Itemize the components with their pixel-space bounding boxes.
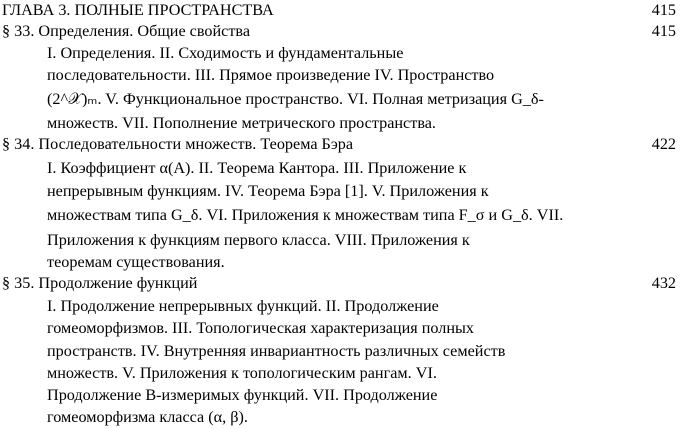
section-34-text-4: Приложения к функциям первого класса. VIII. Приложения к bbox=[47, 231, 470, 249]
section-35-text-3: пространств. IV. Внутренняя инвариантность различных семейств bbox=[47, 342, 506, 360]
section-34-page-number: 422 bbox=[651, 135, 676, 153]
section-35-text-4: множеств. V. Приложения к топологическим рангам. VI. bbox=[47, 364, 437, 382]
section-35-text-5: Продолжение B-измеримых функций. VII. Продолжение bbox=[47, 386, 438, 404]
section-35-text-2: гомеоморфизмов. III. Топологическая характеризация полных bbox=[47, 319, 474, 337]
section-33-text-3: (2^𝒳)ₘ. V. Функциональное пространство. VI. Полная метризация G_δ- bbox=[47, 90, 544, 108]
section-35-text-6: гомеоморфизма класса (α, β). bbox=[47, 408, 248, 426]
section-34-text-2: непрерывным функциям. IV. Теорема Бэра [1]. V. Приложения к bbox=[47, 182, 489, 200]
section-34-heading: § 34. Последовательности множеств. Теорема Бэра bbox=[2, 135, 354, 153]
section-34-text-1: I. Коэффициент α(A). II. Теорема Кантора. III. Приложение к bbox=[47, 159, 467, 177]
section-33-heading: § 33. Определения. Общие свойства bbox=[2, 22, 251, 40]
chapter-page-number: 415 bbox=[651, 1, 676, 19]
section-33-text-1: I. Определения. II. Сходимость и фундаментальные bbox=[47, 44, 404, 62]
section-35-page-number: 432 bbox=[651, 274, 676, 292]
section-35-heading: § 35. Продолжение функций bbox=[2, 274, 198, 292]
section-35-text-1: I. Продолжение непрерывных функций. II. Продолжение bbox=[47, 297, 439, 315]
section-33-text-4: множеств. VII. Пополнение метрического пространства. bbox=[47, 114, 436, 132]
section-34-text-3: множествам типа G_δ. VI. Приложения к множествам типа F_σ и G_δ. VII. bbox=[47, 206, 564, 224]
section-33-text-2: последовательности. III. Прямое произведение IV. Пространство bbox=[47, 66, 495, 84]
chapter-title: ГЛАВА 3. ПОЛНЫЕ ПРОСТРАНСТВА bbox=[2, 1, 274, 19]
section-33-page-number: 415 bbox=[651, 22, 676, 40]
section-34-text-5: теоремам существования. bbox=[47, 253, 225, 271]
